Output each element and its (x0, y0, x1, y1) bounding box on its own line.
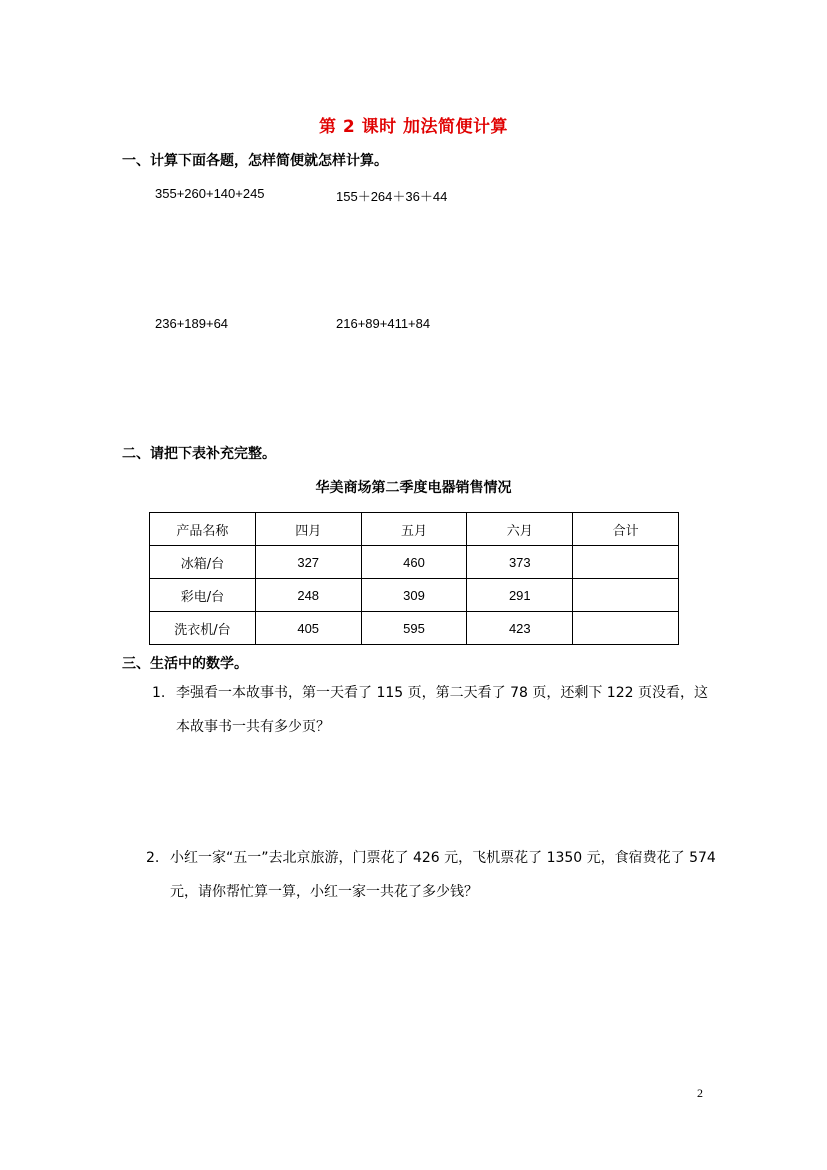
table-row (150, 546, 679, 579)
value-cell: 291 (467, 579, 573, 612)
product-name-cell: 冰箱/台 (150, 546, 256, 579)
column-header: 四月 (255, 513, 361, 546)
column-header: 五月 (361, 513, 467, 546)
section-3-heading: 三、生活中的数学。 (122, 656, 248, 672)
expression-2: 155＋264＋36＋44 (336, 189, 448, 204)
value-cell: 460 (361, 546, 467, 579)
section-1-heading: 一、计算下面各题，怎样简便就怎样计算。 (122, 153, 388, 169)
value-cell: 595 (361, 612, 467, 645)
value-cell: 327 (255, 546, 361, 579)
column-header: 合计 (573, 513, 679, 546)
total-cell[interactable] (573, 612, 679, 645)
value-cell: 423 (467, 612, 573, 645)
product-name-cell: 彩电/台 (150, 579, 256, 612)
expression-1: 355+260+140+245 (155, 186, 265, 201)
table-header-row (150, 513, 679, 546)
value-cell: 405 (255, 612, 361, 645)
total-cell[interactable] (573, 579, 679, 612)
value-cell: 373 (467, 546, 573, 579)
page-number: 2 (697, 1086, 703, 1100)
page-title: 第 2 课时 加法简便计算 (318, 117, 509, 137)
problem-2-line-1: 小红一家“五一”去北京旅游，门票花了 426 元，飞机票花了 1350 元，食宿费花了 574 (170, 850, 716, 866)
table-row (150, 612, 679, 645)
problem-1-number: 1. (152, 685, 166, 701)
product-name-cell: 洗衣机/台 (150, 612, 256, 645)
expression-4: 216+89+411+84 (336, 316, 431, 331)
section-2-heading: 二、请把下表补充完整。 (122, 446, 276, 462)
sales-table (149, 512, 679, 645)
problem-1-line-2: 本故事书一共有多少页？ (176, 719, 330, 735)
expression-3: 236+189+64 (155, 316, 229, 331)
value-cell: 309 (361, 579, 467, 612)
total-cell[interactable] (573, 546, 679, 579)
problem-1-line-1: 李强看一本故事书，第一天看了 115 页，第二天看了 78 页，还剩下 122 页没看，这 (176, 685, 708, 701)
problem-2-number: 2. (146, 850, 160, 866)
column-header: 产品名称 (150, 513, 256, 546)
value-cell: 248 (255, 579, 361, 612)
problem-2-line-2: 元，请你帮忙算一算，小红一家一共花了多少钱？ (170, 884, 478, 900)
column-header: 六月 (467, 513, 573, 546)
table-title: 华美商场第二季度电器销售情况 (315, 480, 512, 496)
table-row (150, 579, 679, 612)
